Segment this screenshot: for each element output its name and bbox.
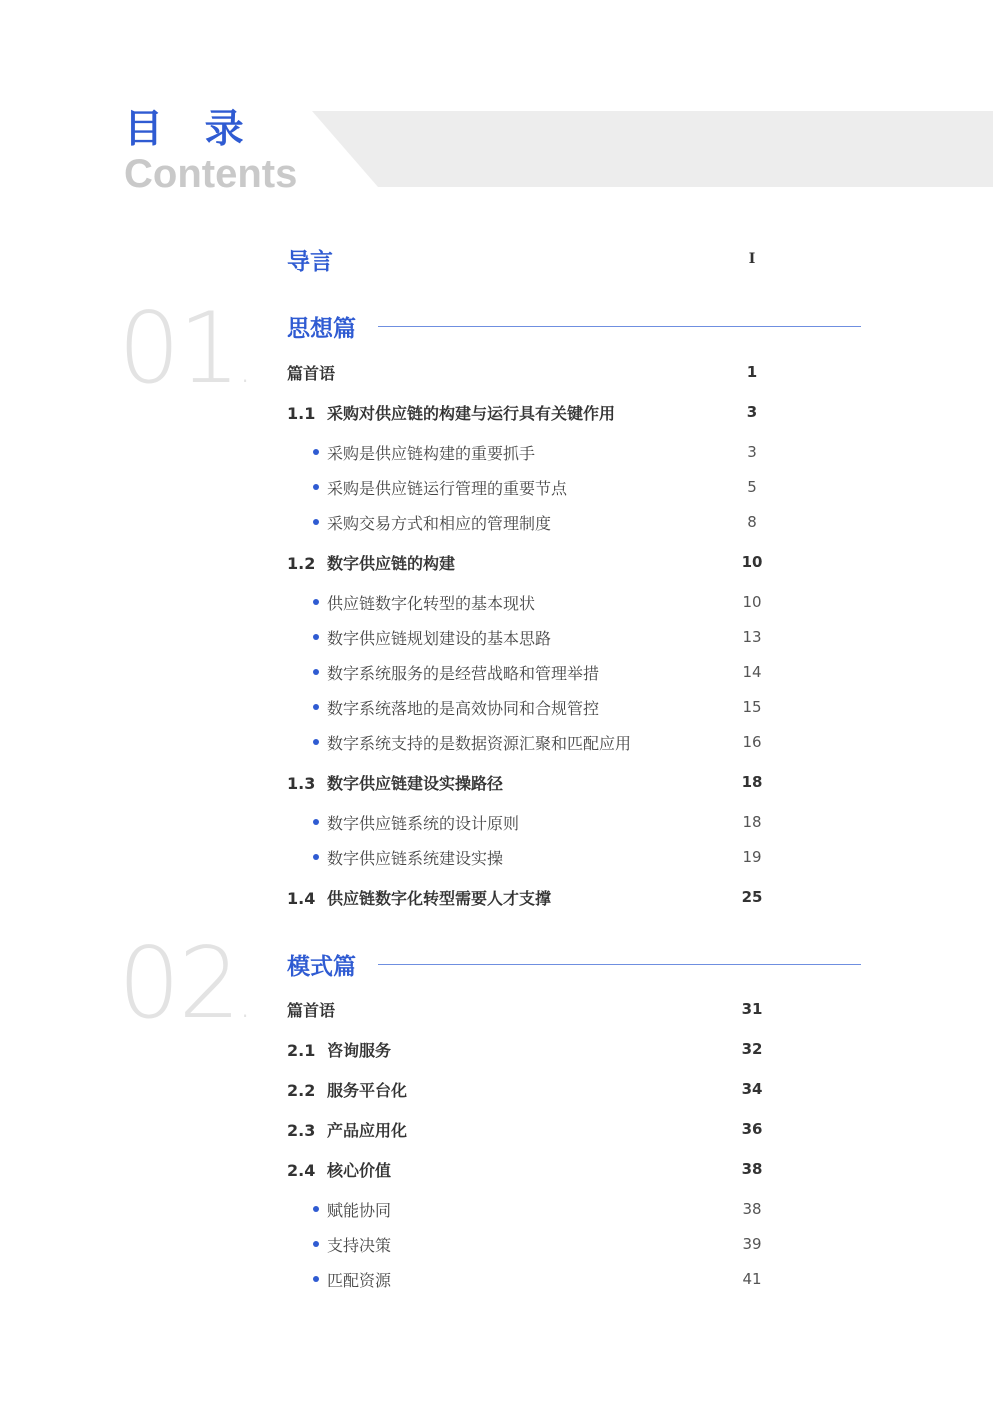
toc-section-entry[interactable] [287,885,767,909]
section-number: 2.2 [287,1080,316,1100]
toc-subsection-entry[interactable] [313,1197,767,1221]
section-title: 采购对供应链的构建与运行具有关键作用 [327,403,616,423]
subsection-title: 采购是供应链构建的重要抓手 [327,443,536,463]
toc-section-entry[interactable] [287,1037,767,1061]
entry-title [313,441,737,464]
toc-section-entry[interactable] [287,1117,767,1141]
toc-subsection-entry[interactable] [313,810,767,834]
subsection-title: 赋能协同 [327,1200,392,1220]
page-number: 19 [742,848,762,866]
entry-title [287,998,737,1021]
entry-title [313,1268,737,1291]
part-number-digits: 01 [118,292,239,406]
header-banner [312,111,993,187]
toc-subsection-entry[interactable] [313,475,767,499]
bullet-icon [313,669,319,675]
section-title: 咨询服务 [327,1040,392,1060]
bullet-icon [313,739,319,745]
subsection-title: 数字供应链规划建设的基本思路 [327,628,552,648]
part-title: 思想篇 [287,315,356,342]
section-number: 2.4 [287,1160,316,1180]
entry-title [313,731,737,754]
part-heading[interactable] [287,947,861,981]
toc-title-chinese: 目 录 [124,107,258,152]
section-title: 篇首语 [287,363,336,383]
entry-title [313,1233,737,1256]
toc-subsection-entry[interactable] [313,845,767,869]
part-number [118,292,250,418]
section-title: 服务平台化 [327,1080,408,1100]
bullet-icon [313,854,319,860]
page-number: 36 [741,1120,763,1138]
subsection-title: 采购是供应链运行管理的重要节点 [327,478,568,498]
toc-section-entry[interactable] [287,550,767,574]
toc-title-english: Contents [124,152,298,196]
subsection-title: 匹配资源 [327,1270,392,1290]
page-number: 34 [741,1080,763,1098]
section-number: 1.3 [287,773,316,793]
entry-title [313,511,737,534]
subsection-title: 数字系统落地的是高效协同和合规管控 [327,698,600,718]
toc-section-entry[interactable] [287,360,767,384]
entry-title [287,1118,737,1141]
toc-subsection-entry[interactable] [313,660,767,684]
page-number: 5 [747,478,757,496]
toc-subsection-entry[interactable] [313,730,767,754]
entry-title [287,551,737,574]
section-number: 2.3 [287,1120,316,1140]
entry-title [287,886,737,909]
section-number: 2.1 [287,1040,316,1060]
part-divider [378,326,861,327]
entry-title [313,811,737,834]
toc-section-entry[interactable] [287,400,767,424]
entry-title [313,661,737,684]
page-number: 3 [747,443,757,461]
toc-subsection-entry[interactable] [313,625,767,649]
page-number: 38 [742,1200,762,1218]
section-title: 核心价值 [327,1160,392,1180]
entry-title [287,401,737,424]
toc-section-entry[interactable] [287,770,767,794]
bullet-icon [313,1206,319,1212]
page-number: 18 [742,813,762,831]
subsection-title: 采购交易方式和相应的管理制度 [327,513,552,533]
page-number: 14 [742,663,762,681]
bullet-icon [313,704,319,710]
part-number-digits: 02 [118,927,239,1041]
toc-section-entry[interactable] [287,1077,767,1101]
page-number: 16 [742,733,762,751]
part-number [118,927,250,1053]
section-number: 1.4 [287,888,316,908]
page-number: 13 [742,628,762,646]
toc-subsection-entry[interactable] [313,695,767,719]
bullet-icon [313,449,319,455]
entry-title [287,1038,737,1061]
page-number: 3 [746,403,758,421]
bullet-icon [313,1241,319,1247]
entry-title [313,591,737,614]
part-divider [378,964,861,965]
page-number: 31 [741,1000,763,1018]
page-number: 38 [741,1160,763,1178]
bullet-icon [313,599,319,605]
page-number: 39 [742,1235,762,1253]
page-number: 1 [746,363,758,381]
page-number: 10 [741,553,763,571]
entry-title [287,1158,737,1181]
bullet-icon [313,519,319,525]
bullet-icon [313,1276,319,1282]
intro-page: I [748,251,756,267]
page-number: 25 [741,888,763,906]
entry-title [313,1198,737,1221]
part-heading[interactable] [287,309,861,343]
section-title: 篇首语 [287,1000,336,1020]
toc-section-entry[interactable] [287,997,767,1021]
subsection-title: 数字系统服务的是经营战略和管理举措 [327,663,600,683]
section-title: 数字供应链建设实操路径 [327,773,504,793]
entry-title [313,696,737,719]
subsection-title: 数字系统支持的是数据资源汇聚和匹配应用 [327,733,632,753]
subsection-title: 数字供应链系统建设实操 [327,848,504,868]
subsection-title: 供应链数字化转型的基本现状 [327,593,536,613]
part-number-dot: . [238,346,250,392]
page-number: 10 [742,593,762,611]
bullet-icon [313,819,319,825]
section-number: 1.2 [287,553,316,573]
entry-title [287,771,737,794]
toc-section-entry[interactable] [287,1157,767,1181]
page-number: 8 [747,513,757,531]
toc-subsection-entry[interactable] [313,1232,767,1256]
toc-intro-entry[interactable] [287,242,767,276]
subsection-title: 数字供应链系统的设计原则 [327,813,520,833]
part-title: 模式篇 [287,953,356,980]
section-title: 供应链数字化转型需要人才支撑 [327,888,552,908]
subsection-title: 支持决策 [327,1235,392,1255]
toc-subsection-entry[interactable] [313,590,767,614]
entry-title [287,1078,737,1101]
bullet-icon [313,484,319,490]
section-title: 数字供应链的构建 [327,553,456,573]
section-title: 产品应用化 [327,1120,408,1140]
entry-title [313,846,737,869]
entry-title [287,361,737,384]
section-number: 1.1 [287,403,316,423]
toc-subsection-entry[interactable] [313,440,767,464]
entry-title [313,626,737,649]
page-number: 41 [742,1270,762,1288]
page-number: 32 [741,1040,763,1058]
intro-label: 导言 [287,248,333,275]
page-number: 18 [741,773,763,791]
entry-title [313,476,737,499]
part-number-dot: . [238,981,250,1027]
toc-subsection-entry[interactable] [313,1267,767,1291]
toc-subsection-entry[interactable] [313,510,767,534]
page-number: 15 [742,698,762,716]
bullet-icon [313,634,319,640]
